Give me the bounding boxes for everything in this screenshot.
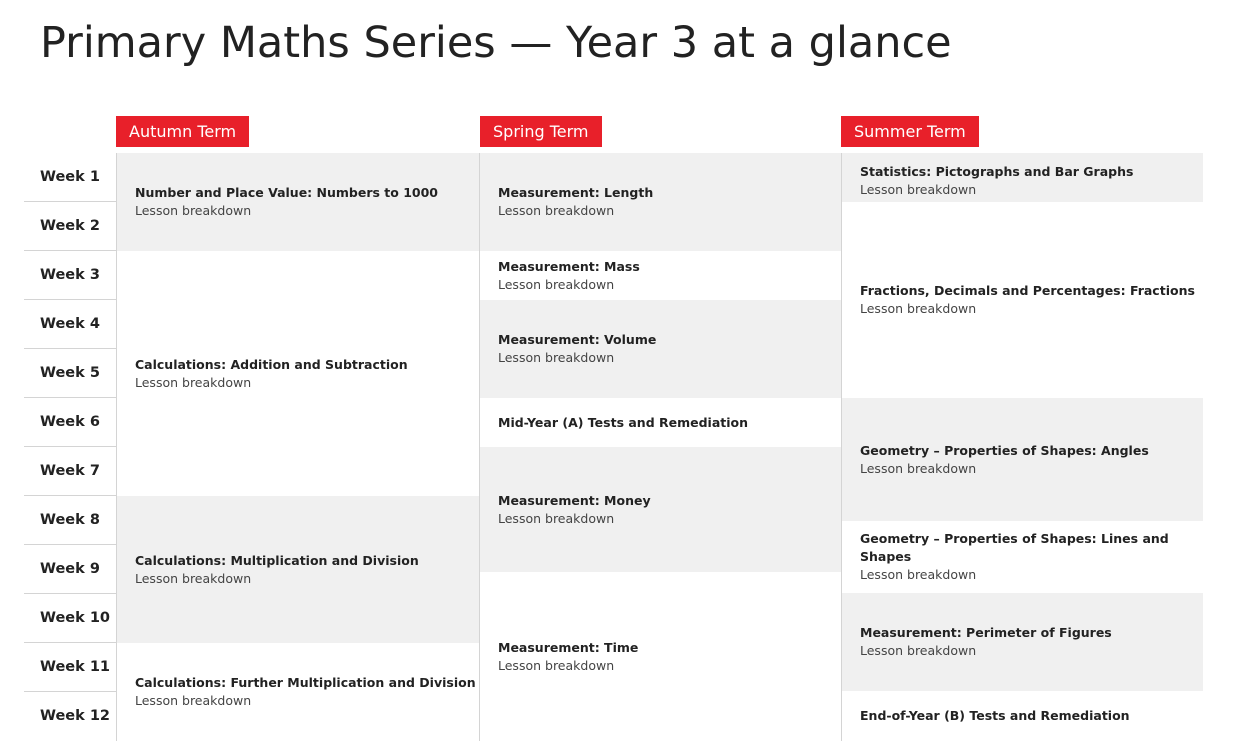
- lesson-breakdown-link[interactable]: Lesson breakdown: [498, 510, 615, 526]
- lesson-breakdown-link[interactable]: Lesson breakdown: [498, 276, 615, 292]
- lesson-breakdown-link[interactable]: Lesson breakdown: [860, 182, 977, 197]
- spring-column: [479, 153, 841, 741]
- topic-block: [480, 300, 841, 398]
- week-label: Week 12: [40, 708, 111, 724]
- topic-block: [480, 251, 841, 300]
- week-label: Week 9: [24, 545, 116, 594]
- lesson-breakdown-link[interactable]: Lesson breakdown: [135, 570, 252, 586]
- week-label: Week 5: [24, 349, 116, 398]
- lesson-breakdown-link[interactable]: Lesson breakdown: [860, 460, 977, 476]
- topic-title: Calculations: Addition and Subtraction: [135, 356, 408, 372]
- lesson-breakdown-link[interactable]: Lesson breakdown: [498, 350, 615, 365]
- week-label: Week 1: [24, 153, 116, 202]
- term-header-summer: Summer Term: [841, 116, 979, 147]
- topic-block: [117, 496, 479, 643]
- lesson-breakdown-link[interactable]: Lesson breakdown: [135, 203, 252, 218]
- topic-title: Geometry – Properties of Shapes: Lines and Shapes: [860, 531, 1169, 564]
- lesson-breakdown-link[interactable]: Lesson breakdown: [498, 203, 615, 218]
- topic-block: [480, 447, 841, 572]
- week-label: Week 3: [24, 251, 116, 300]
- topic-title: End-of-Year (B) Tests and Remediation: [860, 708, 1130, 723]
- week-label: Week 11: [24, 643, 116, 692]
- topic-title: Fractions, Decimals and Percentages: Fractions: [860, 283, 1195, 298]
- summer-column: [841, 153, 1203, 741]
- topic-title: Measurement: Length: [498, 185, 654, 200]
- topic-block: [117, 251, 479, 496]
- topic-block: [480, 153, 841, 251]
- lesson-breakdown-link[interactable]: Lesson breakdown: [498, 657, 615, 673]
- topic-block: [842, 153, 1203, 202]
- week-label: Week 10: [24, 594, 116, 643]
- lesson-breakdown-link[interactable]: Lesson breakdown: [135, 374, 252, 390]
- lesson-breakdown-link[interactable]: Lesson breakdown: [860, 567, 977, 582]
- week-label: Week 4: [24, 300, 116, 349]
- lesson-breakdown-link[interactable]: Lesson breakdown: [860, 301, 977, 316]
- term-header-autumn: Autumn Term: [116, 116, 249, 147]
- week-label: Week 8: [24, 496, 116, 545]
- topic-block: [842, 593, 1203, 691]
- lesson-breakdown-link[interactable]: Lesson breakdown: [135, 693, 252, 708]
- topic-block: [842, 202, 1203, 398]
- topic-title: Measurement: Time: [498, 639, 639, 655]
- topic-block: [117, 153, 479, 251]
- topic-title: Statistics: Pictographs and Bar Graphs: [860, 164, 1134, 179]
- topic-title: Measurement: Money: [498, 492, 651, 508]
- topic-title: Mid-Year (A) Tests and Remediation: [498, 414, 749, 430]
- week-label: Week 7: [24, 447, 116, 496]
- week-label: Week 2: [24, 202, 116, 251]
- topic-block: [480, 572, 841, 741]
- topic-block: [480, 398, 841, 447]
- autumn-column: [116, 153, 479, 741]
- topic-block: [842, 398, 1203, 521]
- topic-title: Calculations: Multiplication and Division: [135, 552, 419, 568]
- topic-title: Measurement: Perimeter of Figures: [860, 625, 1112, 640]
- topic-block: [842, 521, 1203, 593]
- topic-block: [117, 643, 479, 741]
- topic-title: Number and Place Value: Numbers to 1000: [135, 185, 438, 200]
- week-label: Week 6: [24, 398, 116, 447]
- topic-title: Geometry – Properties of Shapes: Angles: [860, 442, 1149, 458]
- topic-block: [842, 691, 1203, 741]
- term-header-spring: Spring Term: [480, 116, 602, 147]
- lesson-breakdown-link[interactable]: Lesson breakdown: [860, 643, 977, 658]
- topic-title: Measurement: Mass: [498, 258, 640, 274]
- topic-title: Calculations: Further Multiplication and Division: [135, 675, 476, 690]
- page-title: Primary Maths Series — Year 3 at a glance: [40, 18, 952, 68]
- topic-title: Measurement: Volume: [498, 332, 657, 347]
